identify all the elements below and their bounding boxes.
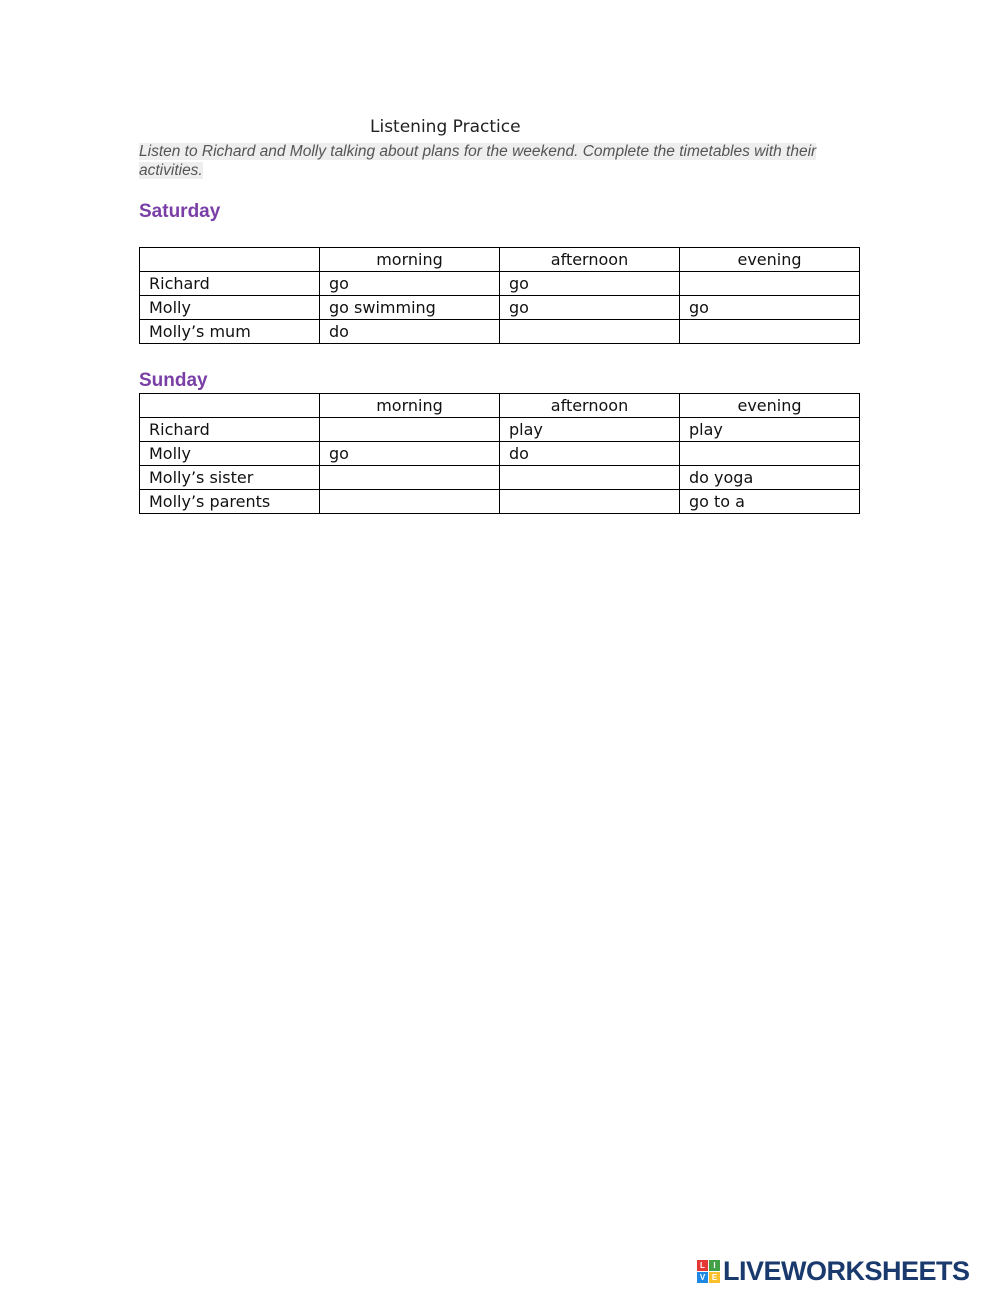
instructions-text: Listen to Richard and Molly talking about plans for the weekend. Complete the timetables with their activities. [139, 143, 817, 179]
activity-cell[interactable]: go to a [680, 490, 860, 514]
table-row [140, 296, 860, 320]
logo-mark-letter: V [697, 1272, 708, 1283]
person-cell: Richard [140, 272, 320, 296]
activity-cell[interactable] [680, 442, 860, 466]
activity-cell[interactable]: do [320, 320, 500, 344]
header-cell: afternoon [500, 248, 680, 272]
person-cell: Molly [140, 442, 320, 466]
instructions [139, 142, 859, 180]
activity-cell[interactable]: play [680, 418, 860, 442]
activity-cell[interactable]: go [500, 272, 680, 296]
activity-cell[interactable] [680, 320, 860, 344]
logo-mark-letter: L [697, 1260, 708, 1271]
header-cell: afternoon [500, 394, 680, 418]
activity-cell[interactable]: do yoga [680, 466, 860, 490]
table-row [140, 320, 860, 344]
header-cell: morning [320, 394, 500, 418]
person-cell: Molly’s mum [140, 320, 320, 344]
activity-cell[interactable]: go swimming [320, 296, 500, 320]
table-row [140, 442, 860, 466]
activity-cell[interactable]: do [500, 442, 680, 466]
logo-mark-icon [697, 1260, 720, 1283]
saturday-timetable [139, 247, 860, 344]
table-row [140, 466, 860, 490]
table-row [140, 272, 860, 296]
page-title: Listening Practice [370, 117, 521, 137]
table-row [140, 490, 860, 514]
table-row [140, 418, 860, 442]
liveworksheets-logo [697, 1254, 970, 1288]
activity-cell[interactable] [320, 490, 500, 514]
logo-mark-letter: I [709, 1260, 720, 1271]
activity-cell[interactable] [320, 418, 500, 442]
activity-cell[interactable]: go [680, 296, 860, 320]
table-header-row [140, 394, 860, 418]
person-cell: Richard [140, 418, 320, 442]
activity-cell[interactable] [680, 272, 860, 296]
table-header-row [140, 248, 860, 272]
header-cell [140, 394, 320, 418]
activity-cell[interactable] [500, 466, 680, 490]
person-cell: Molly [140, 296, 320, 320]
logo-text: LIVEWORKSHEETS [723, 1255, 970, 1286]
header-cell: evening [680, 394, 860, 418]
header-cell: evening [680, 248, 860, 272]
logo-mark-letter: E [709, 1272, 720, 1283]
saturday-heading: Saturday [139, 201, 221, 222]
activity-cell[interactable] [500, 320, 680, 344]
sunday-timetable [139, 393, 860, 514]
activity-cell[interactable] [500, 490, 680, 514]
person-cell: Molly’s parents [140, 490, 320, 514]
header-cell: morning [320, 248, 500, 272]
person-cell: Molly’s sister [140, 466, 320, 490]
activity-cell[interactable]: go [320, 442, 500, 466]
activity-cell[interactable]: go [320, 272, 500, 296]
activity-cell[interactable]: go [500, 296, 680, 320]
sunday-heading: Sunday [139, 370, 208, 391]
activity-cell[interactable] [320, 466, 500, 490]
header-cell [140, 248, 320, 272]
activity-cell[interactable]: play [500, 418, 680, 442]
